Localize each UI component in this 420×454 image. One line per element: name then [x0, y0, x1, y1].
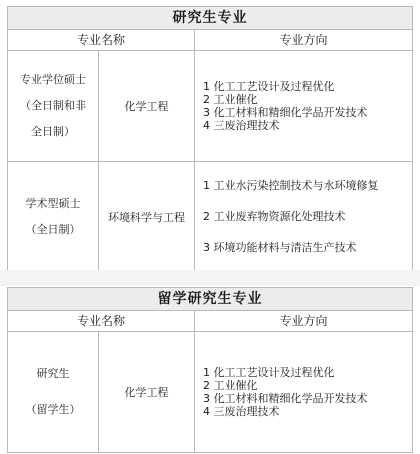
direction-item: 4 三废治理技术: [203, 119, 280, 132]
direction-item: 1 化工工艺设计及过程优化: [203, 80, 335, 93]
major-name-cell: 环境科学与工程: [99, 162, 195, 272]
degree-category-line: 研究生: [36, 367, 70, 380]
header-major-name: 专业名称: [8, 311, 195, 331]
degree-category-cell: [8, 332, 99, 452]
direction-item: 1 工业水污染控制技术与水环境修复: [203, 179, 379, 192]
direction-item: 2 工业催化: [203, 93, 258, 106]
header-major-direction: 专业方向: [279, 33, 328, 47]
international-graduate-majors-table: [7, 287, 413, 453]
table-title: 研究生专业: [8, 7, 412, 30]
header-major-name: 专业名称: [8, 30, 195, 50]
direction-item: 4 三废治理技术: [203, 405, 280, 418]
table-row: [8, 51, 412, 162]
graduate-majors-table: [7, 6, 413, 273]
section-separator: [0, 270, 420, 286]
degree-category-line: （全日制）: [25, 223, 81, 236]
table-header-row: [8, 311, 412, 332]
degree-category-cell: [8, 51, 99, 161]
degree-category-line: 全日制）: [31, 125, 75, 138]
degree-category-cell: [8, 162, 99, 272]
major-name-cell: 化学工程: [99, 332, 195, 452]
table-row: [8, 332, 412, 452]
direction-item: 2 工业废弃物资源化处理技术: [203, 210, 346, 223]
direction-item: 2 工业催化: [203, 379, 258, 392]
table-title: 留学研究生专业: [8, 288, 412, 311]
direction-item: 3 化工材料和精细化学品开发技术: [203, 106, 368, 119]
degree-category-line: （留学生）: [25, 403, 81, 416]
table-row: [8, 162, 412, 272]
direction-list: [195, 162, 412, 272]
degree-category-line: 专业学位硕士: [20, 73, 86, 86]
direction-list: [195, 51, 412, 161]
table-header-row: [8, 30, 412, 51]
degree-category-line: （全日制和非: [20, 99, 86, 112]
direction-item: 3 环境功能材料与清洁生产技术: [203, 241, 357, 254]
header-major-direction: 专业方向: [279, 314, 328, 328]
direction-list: [195, 332, 412, 452]
direction-item: 3 化工材料和精细化学品开发技术: [203, 392, 368, 405]
degree-category-line: 学术型硕士: [25, 197, 81, 210]
major-name-cell: 化学工程: [99, 51, 195, 161]
direction-item: 1 化工工艺设计及过程优化: [203, 366, 335, 379]
